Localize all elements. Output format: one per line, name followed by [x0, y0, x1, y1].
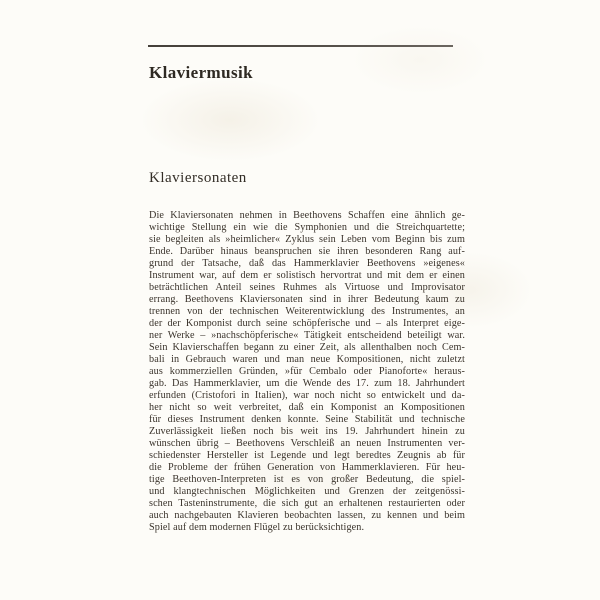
text-line: bali in Gebrauch waren und man neue Kompositionen, nicht zuletzt [149, 354, 465, 365]
text-line: tige Beethoven-Interpreten ist es von großer Bedeutung, die spiel- [149, 474, 465, 485]
text-line: her nicht so weit verbreitet, daß ein Komponist an Kompositionen [149, 402, 465, 413]
text-line: trennen von der technischen Weiterentwicklung des Instrumentes, an [149, 306, 465, 317]
text-line: Instrument war, auf dem er solistisch hervortrat und mit dem er einen [149, 270, 465, 281]
text-line: ner Werke – »nachschöpferische« Tätigkeit entscheidend beteiligt war. [149, 330, 465, 341]
text-line: schiedenster Hersteller ist Legende und legt beredtes Zeugnis ab für [149, 450, 465, 461]
text-line: für dieses Instrument denken konnte. Seine Stabilität und technische [149, 414, 465, 425]
text-line: Sein Klavierschaffen begann zu einer Zeit, als allenthalben noch Cem- [149, 342, 465, 353]
text-line: Zuverlässigkeit ließen noch bis weit ins 19. Jahrhundert hinein zu [149, 426, 465, 437]
text-line: errang. Beethovens Klaviersonaten sind in ihrer Bedeutung kaum zu [149, 294, 465, 305]
book-title: Klaviermusik [149, 63, 253, 82]
text-line: Spiel auf dem modernen Flügel zu berücksichtigen. [149, 522, 365, 533]
text-line: auch nachgebauten Klavieren beobachten lassen, zu kennen und beim [149, 510, 465, 521]
text-line: sie begleiten als »heimlicher« Zyklus sein Leben vom Beginn bis zum [149, 234, 465, 245]
text-line: Ende. Darüber hinaus beanspruchen sie ihren besonderen Rang auf- [149, 246, 465, 257]
text-line: Die Klaviersonaten nehmen in Beethovens Schaffen eine ähnlich ge- [149, 210, 465, 221]
text-line: gab. Das Hammerklavier, um die Wende des 17. zum 18. Jahrhundert [149, 378, 465, 389]
text-line: wichtige Stellung ein wie die Symphonien und die Streichquartette; [149, 222, 465, 233]
text-line: grund der Tatsache, daß das Hammerklavier Beethovens »eigenes« [149, 258, 465, 269]
text-line: wünschen übrig – Beethovens Verschleiß an neuen Instrumenten ver- [149, 438, 465, 449]
text-line: der der Komponist durch seine schöpferische und – als Interpret eige- [149, 318, 465, 329]
text-line: die Probleme der frühen Generation von Hammerklavieren. Für heu- [149, 462, 465, 473]
body-paragraph [149, 210, 465, 534]
text-line: aus kommerziellen Gründen, »für Cembalo oder Pianoforte« heraus- [149, 366, 465, 377]
section-title: Klaviersonaten [149, 170, 247, 186]
text-line: schen Tasteninstrumente, die sich gut an erhaltenen restaurierten oder [149, 498, 465, 509]
text-line: beträchtlichen Anteil seines Ruhmes als Virtuose und Improvisator [149, 282, 465, 293]
text-line: und klangtechnischen Möglichkeiten und Grenzen der zeitgenössi- [149, 486, 465, 497]
header-rule [148, 45, 453, 47]
text-line: erfunden (Cristofori in Italien), war noch nicht so entwickelt und da- [149, 390, 465, 401]
